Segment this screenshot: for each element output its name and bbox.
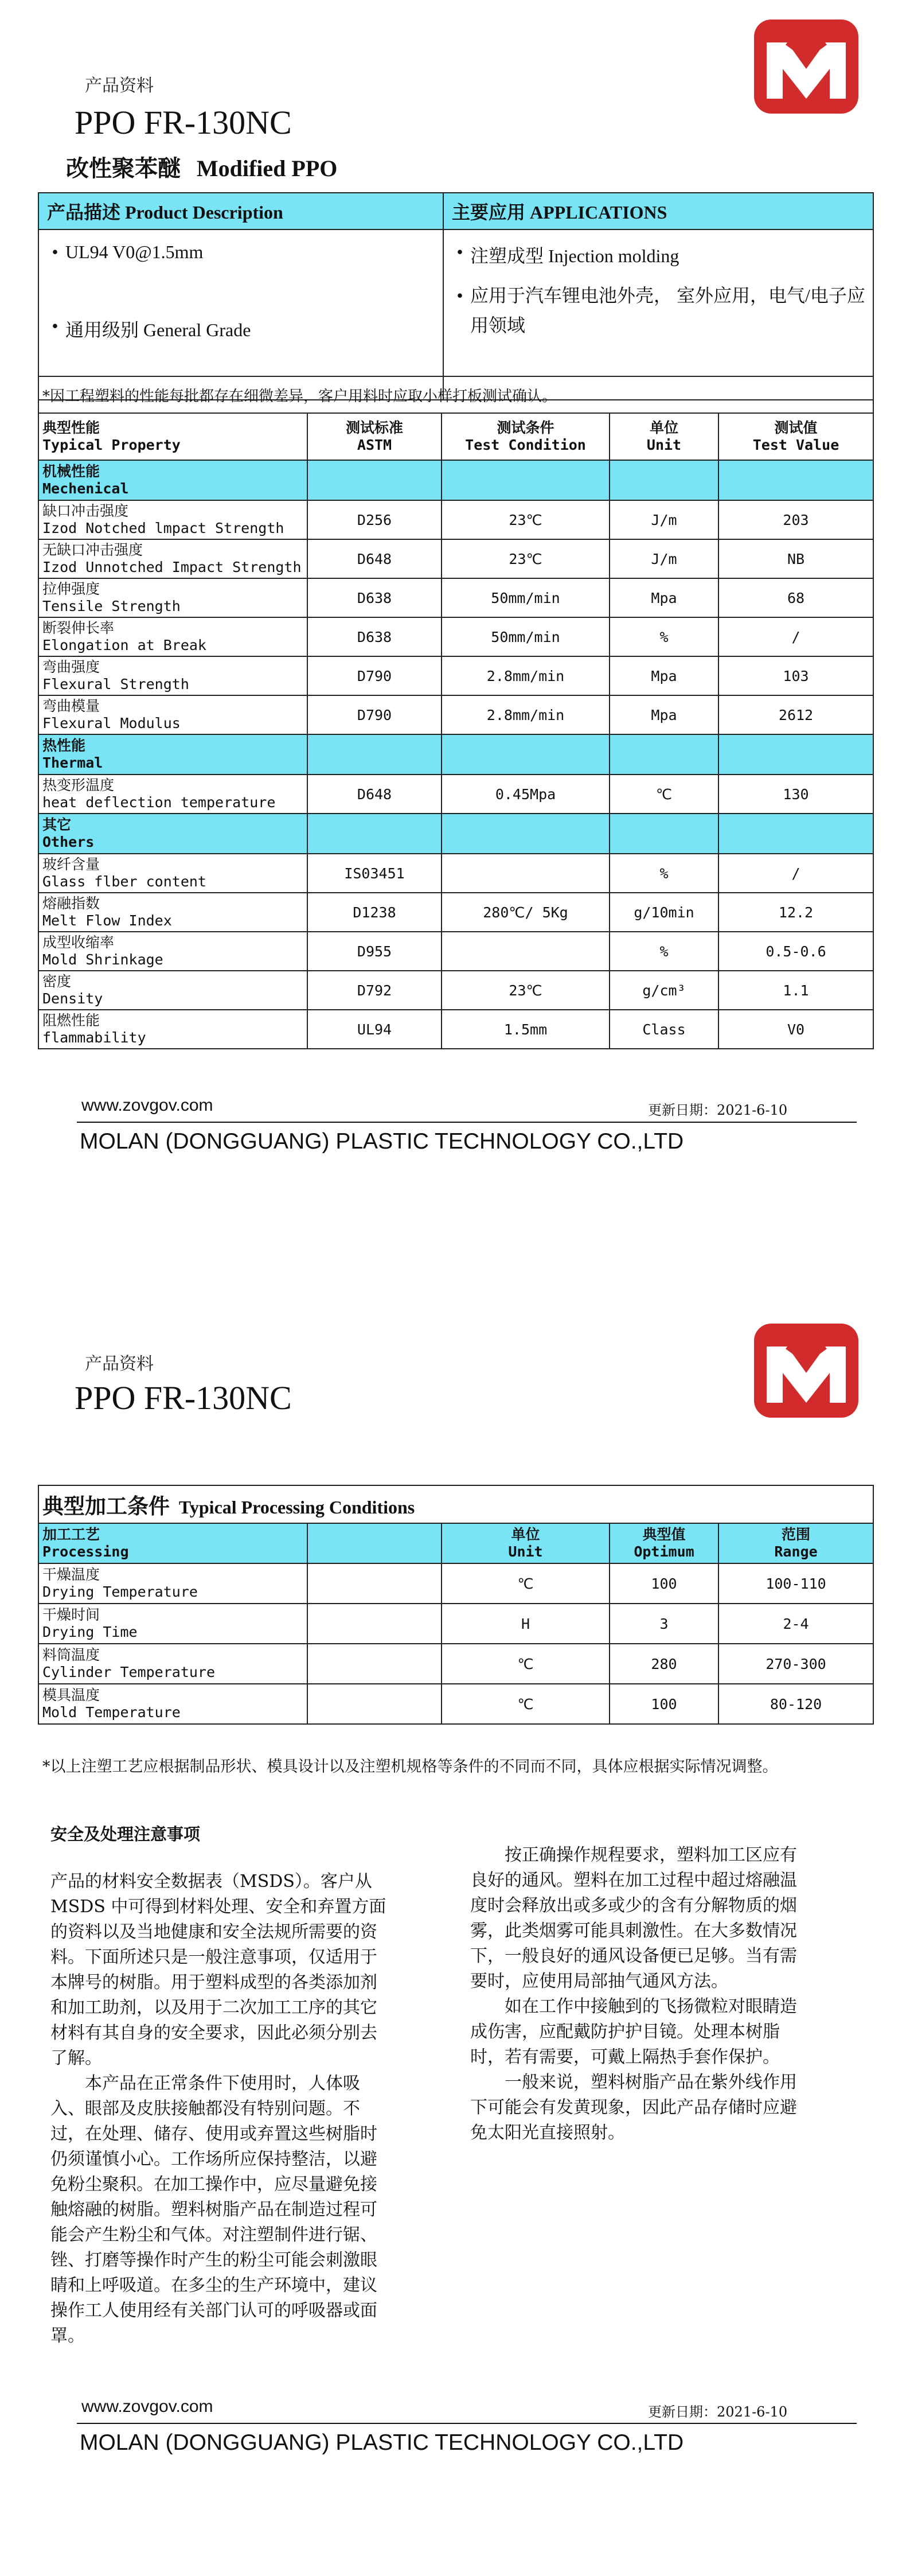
test-condition: 50mm/min [442, 617, 610, 656]
property-name: 断裂伸长率 Elongation at Break [38, 617, 307, 656]
empty-cell [307, 1523, 442, 1563]
unit: ℃ [610, 775, 718, 814]
safety-paragraph: 按正确操作规程要求，塑料加工区应有良好的通风。塑料在加工过程中超过熔融温度时会释放出或多或少的含有分解物质的烟雾，此类烟雾可能具刺激性。在大多数情况下，一般良好的通风设备便已足够。当有需要时，应使用局部抽气通风方法。 [470, 1845, 797, 1991]
mm-logo-icon [754, 1324, 858, 1418]
empty-cell [307, 814, 442, 854]
material-cn: 改性聚苯醚 [66, 155, 181, 182]
description-table [38, 192, 874, 400]
property-name: 无缺口冲击强度 Izod Unnotched Impact Strength [38, 539, 307, 578]
unit: Class [610, 1010, 718, 1049]
property-name: 密度 Density [38, 971, 307, 1010]
test-condition: 23℃ [442, 971, 610, 1010]
product-code: PPO FR-130NC [75, 1379, 292, 1417]
test-value: V0 [718, 1010, 873, 1049]
unit: % [610, 617, 718, 656]
table-row [38, 893, 873, 932]
footer-company: MOLAN (DONGGUANG) PLASTIC TECHNOLOGY CO.,LTD [80, 2430, 684, 2455]
test-condition: 0.45Mpa [442, 775, 610, 814]
test-condition: 23℃ [442, 539, 610, 578]
material-en: Modified PPO [196, 155, 338, 181]
test-standard: D648 [307, 539, 442, 578]
col-standard: 测试标准 ASTM [307, 413, 442, 460]
processing-table [38, 1485, 874, 1725]
table-row [38, 775, 873, 814]
desc-cell [38, 229, 443, 400]
process-name: 料筒温度 Cylinder Temperature [38, 1644, 307, 1684]
test-value: / [718, 617, 873, 656]
unit: Mpa [610, 656, 718, 695]
unit: ℃ [442, 1644, 610, 1684]
test-value: 2612 [718, 695, 873, 734]
property-name: 成型收缩率 Mold Shrinkage [38, 932, 307, 971]
col-unit: 单位 Unit [610, 413, 718, 460]
property-name: 阻燃性能 flammability [38, 1010, 307, 1049]
test-value: 103 [718, 656, 873, 695]
table-row [38, 1010, 873, 1049]
property-name: 拉伸强度 Tensile Strength [38, 578, 307, 617]
test-standard: D638 [307, 578, 442, 617]
section-row [38, 460, 873, 500]
process-name: 干燥温度 Drying Temperature [38, 1563, 307, 1604]
company-logo [754, 20, 858, 114]
empty-cell [442, 734, 610, 775]
unit: % [610, 854, 718, 893]
test-standard: D790 [307, 656, 442, 695]
footer-url: www.zovgov.com [81, 2397, 213, 2416]
table-row [38, 1604, 873, 1644]
table-row [38, 500, 873, 539]
table-row [38, 539, 873, 578]
section-title: 机械性能 Mechenical [38, 460, 307, 500]
footer-date: 更新日期：2021-6-10 [648, 2404, 788, 2420]
empty-cell [307, 1563, 442, 1604]
col-condition: 测试条件 Test Condition [442, 413, 610, 460]
header-label: 产品资料 [85, 76, 154, 96]
safety-right-column [470, 1843, 809, 2146]
footer-divider [77, 1122, 857, 1123]
test-value: 68 [718, 578, 873, 617]
test-condition: 1.5mm [442, 1010, 610, 1049]
empty-cell [718, 460, 873, 500]
test-standard: D256 [307, 500, 442, 539]
properties-table [38, 376, 874, 1049]
test-value: 1.1 [718, 971, 873, 1010]
desc-item: • UL94 V0@1.5mm [52, 242, 204, 262]
property-name: 弯曲强度 Flexural Strength [38, 656, 307, 695]
test-standard: D955 [307, 932, 442, 971]
property-name: 熔融指数 Melt Flow Index [38, 893, 307, 932]
empty-cell [610, 460, 718, 500]
test-standard: D790 [307, 695, 442, 734]
test-value: 12.2 [718, 893, 873, 932]
test-standard: D1238 [307, 893, 442, 932]
col-unit: 单位 Unit [442, 1523, 610, 1563]
unit: Mpa [610, 695, 718, 734]
test-condition: 2.8mm/min [442, 656, 610, 695]
unit: g/10min [610, 893, 718, 932]
empty-cell [307, 1684, 442, 1724]
footer-company: MOLAN (DONGGUANG) PLASTIC TECHNOLOGY CO.,LTD [80, 1129, 684, 1154]
empty-cell [718, 734, 873, 775]
safety-paragraph: 如在工作中接触到的飞扬微粒对眼睛造成伤害，应配戴防护护目镜。处理本树脂时，若有需要，可戴上隔热手套作保护。 [470, 1997, 797, 2067]
property-name: 热变形温度 heat deflection temperature [38, 775, 307, 814]
test-standard: D648 [307, 775, 442, 814]
footer-divider [77, 2423, 857, 2424]
table-row [38, 1644, 873, 1684]
unit: ℃ [442, 1563, 610, 1604]
unit: H [442, 1604, 610, 1644]
desc-item: • 通用级别 General Grade [52, 316, 251, 340]
app-item: • 应用于汽车锂电池外壳， 室外应用，电气/电子应用领域 [456, 285, 865, 336]
processing-note: *以上注塑工艺应根据制品形状、模具设计以及注塑机规格等条件的不同而不同，具体应根据实际情况调整。 [42, 1758, 778, 1776]
unit: ℃ [442, 1684, 610, 1724]
table-row [38, 1684, 873, 1724]
test-condition: 50mm/min [442, 578, 610, 617]
col-property: 典型性能 Typical Property [38, 413, 307, 460]
test-condition [442, 854, 610, 893]
safety-left-column [50, 1869, 389, 2349]
footer-url: www.zovgov.com [81, 1096, 213, 1115]
empty-cell [718, 814, 873, 854]
safety-paragraph: 本产品在正常条件下使用时，人体吸入、眼部及皮肤接触都没有特别问题。不过，在处理、储存、使用或弃置这些树脂时仍须谨慎小心。工作场所应保持整洁，以避免粉尘聚积。在加工操作中，应尽量避免接触熔融的树脂。塑料树脂产品在制造过程可能会产生粉尘和气体。对注塑制件进行锯、锉、打磨等操作时产生的粉尘可能会刺激眼睛和上呼吸道。在多尘的生产环境中，建议操作工人使用经有关部门认可的呼吸器或面罩。 [50, 2073, 377, 2346]
section-title: 热性能 Thermal [38, 734, 307, 775]
optimum-value: 100 [610, 1563, 718, 1604]
range-value: 80-120 [718, 1684, 873, 1724]
property-note: *因工程塑料的性能每批都存在细微差异，客户用料时应取小样打板测试确认。 [38, 376, 873, 413]
range-value: 100-110 [718, 1563, 873, 1604]
table-row [38, 617, 873, 656]
test-standard: UL94 [307, 1010, 442, 1049]
safety-paragraph: 产品的材料安全数据表（MSDS）。客户从MSDS 中可得到材料处理、安全和弃置方面的资料以及当地健康和安全法规所需要的资料。下面所述只是一般注意事项，仅适用于本牌号的树脂。用于塑料成型的各类添加剂和加工助剂，以及用于二次加工工序的其它材料有其自身的安全要求，因此必须分别去了解。 [50, 1871, 386, 2068]
unit: g/cm³ [610, 971, 718, 1010]
test-value: 203 [718, 500, 873, 539]
unit: J/m [610, 500, 718, 539]
property-name: 缺口冲击强度 Izod Notched lmpact Strength [38, 500, 307, 539]
col-range: 范围 Range [718, 1523, 873, 1563]
property-name: 玻纤含量 Glass flber content [38, 854, 307, 893]
process-name: 干燥时间 Drying Time [38, 1604, 307, 1644]
material-title [66, 150, 337, 183]
table-row [38, 971, 873, 1010]
test-standard: IS03451 [307, 854, 442, 893]
mm-logo-icon [754, 20, 858, 114]
empty-cell [307, 1644, 442, 1684]
optimum-value: 280 [610, 1644, 718, 1684]
test-condition: 280℃/ 5Kg [442, 893, 610, 932]
processing-title: 典型加工条件 Typical Processing Conditions [38, 1485, 873, 1523]
app-cell [443, 229, 873, 400]
test-condition: 23℃ [442, 500, 610, 539]
test-value: / [718, 854, 873, 893]
header-label: 产品资料 [85, 1354, 154, 1374]
section-row [38, 814, 873, 854]
empty-cell [610, 734, 718, 775]
test-value: 130 [718, 775, 873, 814]
process-name: 模具温度 Mold Temperature [38, 1684, 307, 1724]
section-row [38, 734, 873, 775]
col-processing: 加工工艺 Processing [38, 1523, 307, 1563]
footer-date: 更新日期：2021-6-10 [648, 1102, 788, 1118]
optimum-value: 100 [610, 1684, 718, 1724]
empty-cell [442, 814, 610, 854]
unit: % [610, 932, 718, 971]
test-standard: D792 [307, 971, 442, 1010]
empty-cell [307, 1604, 442, 1644]
test-condition: 2.8mm/min [442, 695, 610, 734]
property-name: 弯曲模量 Flexural Modulus [38, 695, 307, 734]
optimum-value: 3 [610, 1604, 718, 1644]
app-item: • 注塑成型 Injection molding [456, 242, 679, 266]
table-row [38, 932, 873, 971]
col-optimum: 典型值 Optimum [610, 1523, 718, 1563]
test-value: 0.5-0.6 [718, 932, 873, 971]
section-title: 其它 Others [38, 814, 307, 854]
test-condition [442, 932, 610, 971]
col-value: 测试值 Test Value [718, 413, 873, 460]
safety-paragraph: 一般来说，塑料树脂产品在紫外线作用下可能会有发黄现象，因此产品存储时应避免太阳光直接照射。 [470, 2072, 797, 2143]
empty-cell [307, 460, 442, 500]
safety-title: 安全及处理注意事项 [50, 1824, 201, 1844]
test-value: NB [718, 539, 873, 578]
company-logo [754, 1324, 858, 1418]
unit: Mpa [610, 578, 718, 617]
range-value: 270-300 [718, 1644, 873, 1684]
table-row [38, 578, 873, 617]
product-code: PPO FR-130NC [75, 104, 292, 141]
table-row [38, 695, 873, 734]
range-value: 2-4 [718, 1604, 873, 1644]
empty-cell [610, 814, 718, 854]
empty-cell [442, 460, 610, 500]
test-standard: D638 [307, 617, 442, 656]
desc-header: 产品描述 Product Description [38, 193, 443, 229]
table-row [38, 656, 873, 695]
table-row [38, 1563, 873, 1604]
empty-cell [307, 734, 442, 775]
unit: J/m [610, 539, 718, 578]
app-header: 主要应用 APPLICATIONS [443, 193, 873, 229]
table-row [38, 854, 873, 893]
